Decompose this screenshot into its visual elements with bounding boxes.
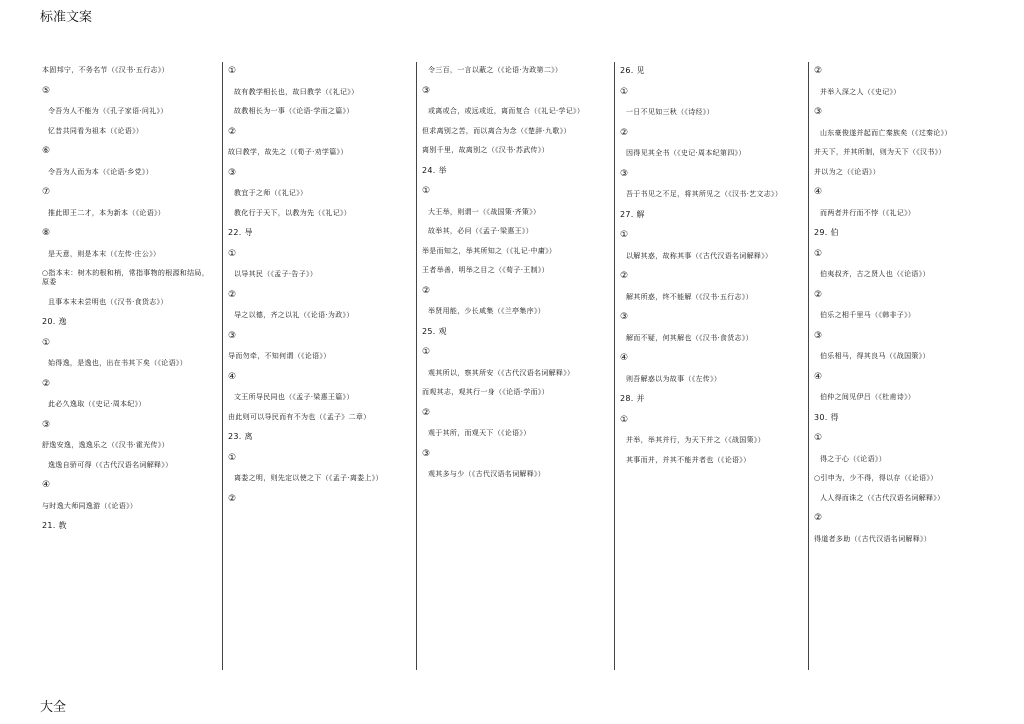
item-marker: ①: [42, 337, 51, 348]
item-marker: ①: [620, 414, 629, 425]
text-line: 以导其民（《孟子·告子》）: [234, 270, 318, 278]
item-marker: ④: [228, 371, 237, 382]
line-gap: [422, 256, 608, 267]
line-gap: [422, 236, 608, 247]
line-gap: [620, 404, 802, 415]
text-line: 是天意，则是本末（《左传·庄公》）: [48, 249, 161, 258]
line-gap: [42, 511, 216, 522]
entry-heading: 21. 教: [42, 521, 67, 530]
line-gap: [814, 157, 990, 168]
entry-heading: 24. 举: [422, 165, 447, 175]
line-gap: [620, 302, 802, 313]
line-gap: [42, 390, 216, 401]
line-gap: [620, 76, 802, 87]
line-gap: [42, 116, 216, 127]
line-gap: [814, 198, 990, 209]
item-marker: ①: [620, 86, 629, 97]
text-line: 或离或合，或远或近，离而复合（《礼记·学记》）: [428, 107, 585, 115]
line-gap: [228, 279, 410, 290]
item-marker: ③: [422, 85, 431, 96]
line-gap: [228, 198, 410, 209]
text-line: 离娄之明，则先定以使之下（《孟子·离娄上》）: [234, 474, 383, 482]
line-gap: [620, 241, 802, 252]
item-marker: ①: [814, 248, 823, 259]
line-gap: [422, 438, 608, 449]
line-gap: [814, 464, 990, 475]
item-marker: ①: [228, 248, 237, 259]
line-gap: [814, 77, 990, 88]
line-gap: [228, 157, 410, 168]
text-line: 故教相长为一事（《论语·学而之篇》）: [234, 107, 354, 115]
line-gap: [814, 260, 990, 271]
line-gap: [620, 343, 802, 354]
page-header: 标准文案: [40, 10, 93, 25]
text-line: 故举其，必问（《孟子·梁惠王》）: [428, 227, 534, 235]
column-5: [808, 62, 996, 670]
line-gap: [42, 450, 216, 461]
text-line: 并举，举其并行，为天下并之（《战国策》）: [626, 436, 765, 444]
line-gap: [620, 98, 802, 109]
line-gap: [42, 198, 216, 209]
line-gap: [814, 218, 990, 229]
text-line: 伯仲之间见伊吕（《杜甫诗》）: [820, 393, 916, 401]
text-line: 导之以德，齐之以礼（《论语·为政》）: [234, 311, 354, 319]
text-line: 舒逸安逸，逸逸乐之（《汉书·霍光传》）: [42, 441, 169, 449]
line-gap: [422, 297, 608, 308]
line-gap: [814, 383, 990, 394]
item-marker: ④: [814, 187, 823, 197]
line-gap: [620, 445, 802, 456]
text-line: 观其多与少（《古代汉语名词解释》）: [428, 470, 546, 478]
text-line: 教化行于天下，以教为先（《礼记》）: [234, 208, 352, 217]
line-gap: [422, 337, 608, 348]
line-gap: [814, 361, 990, 372]
item-marker: ②: [228, 289, 237, 300]
item-marker: ①: [228, 452, 237, 463]
line-gap: [422, 378, 608, 389]
line-gap: [422, 316, 608, 327]
item-marker: ④: [620, 353, 629, 363]
line-gap: [228, 483, 410, 494]
text-line: 伯乐相马，得其良马（《战国策》）: [820, 352, 930, 360]
line-gap: [620, 323, 802, 334]
line-gap: [42, 531, 216, 542]
text-line: 忆昔共同看为祖本（《论语》）: [48, 126, 144, 135]
text-line: 伯夷叔齐，古之贤人也（《论语》）: [820, 270, 930, 278]
item-marker: ③: [422, 448, 431, 459]
line-gap: [814, 279, 990, 290]
item-marker: ②: [228, 126, 237, 137]
document-columns: [36, 62, 996, 670]
line-gap: [814, 524, 990, 535]
line-gap: [42, 431, 216, 442]
line-gap: [228, 218, 410, 229]
line-gap: [42, 409, 216, 420]
text-line: 令吾为人而为本（《论语·乡党》）: [48, 167, 154, 176]
text-line: 吾于书见之不足，将其所见之（《汉书·艺文志》）: [626, 190, 783, 198]
item-marker: ③: [42, 419, 51, 430]
item-marker: ②: [814, 66, 823, 76]
entry-heading: 27. 解: [620, 209, 645, 219]
line-gap: [620, 199, 802, 210]
entry-heading: 28. 并: [620, 394, 645, 403]
entry-heading: 25. 观: [422, 326, 447, 336]
line-gap: [422, 197, 608, 208]
column-4: [614, 62, 808, 670]
text-line: 与时逸大师同逸游（《论语》）: [42, 501, 138, 510]
page-footer: 大全: [40, 700, 67, 715]
item-marker: ②: [620, 127, 629, 138]
column-1: [36, 62, 222, 670]
item-marker: ②: [814, 513, 823, 523]
text-line: 解其所惑，终不能解（《汉书·五行志》）: [626, 292, 753, 301]
item-marker: ③: [228, 330, 237, 341]
entry-heading: 23. 离: [228, 432, 253, 441]
line-gap: [422, 479, 608, 490]
line-gap: [814, 402, 990, 413]
item-marker: ②: [814, 289, 823, 300]
item-marker: ①: [814, 433, 823, 443]
text-line: 则吾解惑以为故事（《左传》）: [626, 374, 722, 383]
line-gap: [228, 97, 410, 108]
text-line: 导而勿牵，不知何谓（《论语》）: [228, 352, 331, 360]
line-gap: [422, 116, 608, 127]
line-gap: [228, 138, 410, 149]
text-line: 本固邦宁，不务名节（《汉书·五行志》）: [42, 66, 169, 74]
text-line: 山东豪俊遂并起而亡秦族矣（《过秦论》）: [820, 128, 952, 137]
line-gap: [228, 505, 410, 516]
line-gap: [620, 139, 802, 150]
text-line: 并天下，并其所制，则为天下（《汉书》）: [814, 148, 946, 156]
item-marker: ①: [422, 347, 431, 357]
line-gap: [422, 460, 608, 471]
line-gap: [228, 464, 410, 475]
line-gap: [42, 75, 216, 86]
line-gap: [814, 503, 990, 514]
text-line: 逸逸自骄可得（《古代汉语名词解释》）: [48, 460, 173, 469]
item-marker: ⑤: [42, 85, 51, 96]
text-line: 解而不疑，何其解也（《汉书·食货志》）: [626, 333, 753, 342]
entry-heading: 26. 见: [620, 66, 645, 75]
line-gap: [814, 320, 990, 331]
text-line: 推此即王二才，本为新本（《论语》）: [48, 208, 166, 217]
text-line: 观于其所，而观天下（《论语》）: [428, 429, 531, 437]
item-marker: ③: [814, 107, 823, 117]
line-gap: [422, 97, 608, 108]
line-gap: [42, 287, 216, 298]
line-gap: [228, 116, 410, 127]
line-gap: [620, 384, 802, 395]
line-gap: [42, 177, 216, 188]
item-marker: ⑥: [42, 146, 51, 156]
column-2: [222, 62, 416, 670]
line-gap: [42, 327, 216, 338]
line-gap: [42, 349, 216, 360]
line-gap: [814, 301, 990, 312]
item-marker: ①: [228, 66, 237, 76]
line-gap: [42, 97, 216, 108]
text-line: 举贤用能，少长咸集（《兰亭集序》）: [428, 307, 546, 315]
item-marker: ②: [228, 493, 237, 504]
text-line: 而观其志，观其行一身（《论语·学而》）: [422, 388, 549, 396]
line-gap: [814, 483, 990, 494]
line-gap: [422, 358, 608, 369]
text-line: 并以为之（《论语》）: [814, 167, 880, 176]
line-gap: [228, 179, 410, 190]
item-marker: ①: [422, 186, 431, 196]
line-gap: [228, 342, 410, 353]
line-gap: [228, 383, 410, 394]
line-gap: [42, 136, 216, 147]
item-marker: ②: [422, 285, 431, 296]
line-gap: [42, 239, 216, 250]
column-3: [416, 62, 614, 670]
line-gap: [42, 259, 216, 270]
line-gap: [228, 422, 410, 433]
item-marker: ②: [42, 378, 51, 389]
line-gap: [620, 220, 802, 231]
text-line: ○指本末：树木的根和梢，常指事物的根源和结局，原委: [42, 269, 210, 286]
line-gap: [814, 444, 990, 455]
item-marker: ①: [620, 230, 629, 240]
entry-heading: 20. 逸: [42, 317, 67, 326]
line-gap: [620, 282, 802, 293]
text-line: 此必久逸取（《史记·周本纪》）: [48, 400, 146, 408]
line-gap: [814, 177, 990, 188]
line-gap: [42, 368, 216, 379]
line-gap: [228, 238, 410, 249]
line-gap: [42, 470, 216, 481]
item-marker: ③: [620, 312, 629, 322]
line-gap: [814, 138, 990, 149]
text-line: 令吾为人不能为（《孔子家语·问礼》）: [48, 107, 168, 115]
line-gap: [620, 426, 802, 437]
line-gap: [422, 176, 608, 187]
line-gap: [814, 544, 990, 555]
item-marker: ⑦: [42, 187, 51, 197]
line-gap: [814, 97, 990, 108]
text-line: 因得见其全书（《史记·周本纪第四》）: [626, 149, 746, 157]
text-line: 且事本末未尝明也（《汉书·食货志》）: [48, 297, 168, 306]
entry-heading: 22. 导: [228, 228, 253, 237]
item-marker: ④: [814, 371, 823, 382]
line-gap: [814, 118, 990, 129]
text-line: 得之于心（《论语》）: [820, 454, 886, 463]
line-gap: [42, 157, 216, 168]
text-line: 观其所以，察其所安（《古代汉语名词解释》）: [428, 368, 575, 377]
text-line: 王者举善，明举之目之（《荀子·王制》）: [422, 266, 549, 274]
line-gap: [620, 180, 802, 191]
item-marker: ③: [814, 330, 823, 341]
text-line: 由此则可以导民而有不为也（《孟子》二章）: [228, 412, 371, 421]
line-gap: [620, 364, 802, 375]
text-line: 大王举，则谓一（《战国策·齐策》）: [428, 207, 541, 216]
text-line: 但求离别之苦，而以离合为念（《楚辞·九歌》）: [422, 126, 571, 135]
text-line: 人人得而诛之（《古代汉语名词解释》）: [820, 493, 945, 502]
line-gap: [42, 218, 216, 229]
text-line: 得道者多助（《古代汉语名词解释》）: [814, 534, 932, 543]
line-gap: [228, 402, 410, 413]
line-gap: [422, 419, 608, 430]
text-line: 故曰教学，故先之（《荀子·劝学篇》）: [228, 148, 348, 156]
line-gap: [422, 155, 608, 166]
text-line: 教宜于之师（《礼记》）: [234, 189, 308, 197]
item-marker: ③: [228, 167, 237, 178]
text-line: 以解其惑，故称其事（《古代汉语名词解释》）: [626, 251, 773, 260]
line-gap: [42, 307, 216, 318]
line-gap: [620, 261, 802, 272]
line-gap: [228, 320, 410, 331]
entry-heading: 30. 得: [814, 412, 839, 422]
item-marker: ③: [620, 168, 629, 179]
text-line: 并举入深之人（《史记》）: [820, 87, 901, 96]
line-gap: [228, 260, 410, 271]
item-marker: ②: [620, 271, 629, 281]
line-gap: [620, 117, 802, 128]
text-line: ○引申为，少不得，得以存（《论语》）: [814, 474, 938, 482]
text-line: 令三百，一言以蔽之（《论语·为政第二》）: [428, 66, 563, 74]
item-marker: ②: [422, 407, 431, 418]
text-line: 始得逸，是逸也，出在书其下矣（《论语》）: [48, 359, 187, 367]
line-gap: [620, 465, 802, 476]
text-line: 文王所导民同也（《孟子·梁惠王篇》）: [234, 393, 354, 401]
text-line: 伯乐之相千里马（《韩非子》）: [820, 311, 916, 319]
line-gap: [422, 75, 608, 86]
item-marker: ⑧: [42, 228, 51, 238]
line-gap: [228, 442, 410, 453]
line-gap: [422, 136, 608, 147]
line-gap: [814, 342, 990, 353]
line-gap: [422, 217, 608, 228]
text-line: 其事而并，并其不能并者也（《论语》）: [626, 455, 751, 464]
line-gap: [422, 275, 608, 286]
line-gap: [422, 397, 608, 408]
text-line: 而两者并行而不悖（《礼记》）: [820, 208, 916, 217]
line-gap: [42, 491, 216, 502]
line-gap: [814, 238, 990, 249]
line-gap: [814, 423, 990, 434]
line-gap: [228, 361, 410, 372]
line-gap: [228, 301, 410, 312]
text-line: 故有教学相长也，故曰教学（《礼记》）: [234, 87, 359, 96]
text-line: 一日不见如三秋（《诗经》）: [626, 108, 714, 116]
entry-heading: 29. 伯: [814, 228, 839, 237]
item-marker: ④: [42, 480, 51, 490]
text-line: 离别千里，故离别之（《汉书·苏武传》）: [422, 146, 549, 154]
line-gap: [228, 77, 410, 88]
text-line: 举是而知之，举其所知之（《礼记·中庸》）: [422, 246, 557, 255]
line-gap: [620, 158, 802, 169]
